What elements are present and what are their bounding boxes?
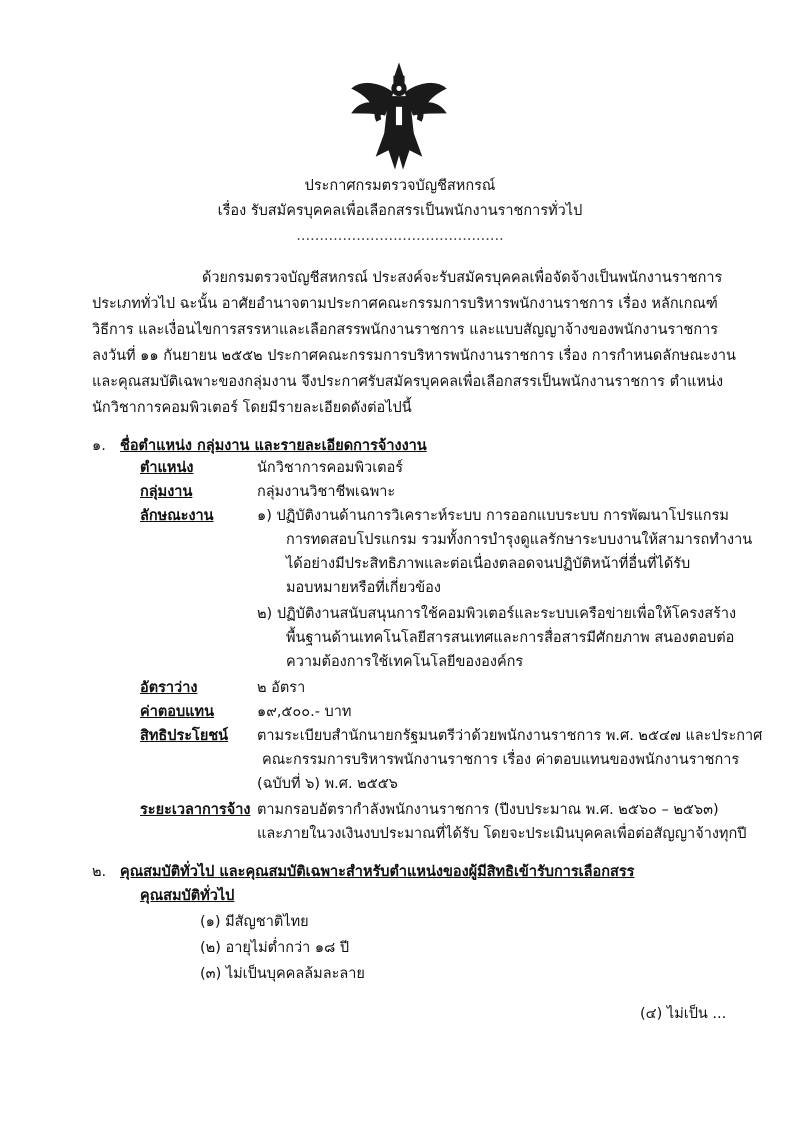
duty-2-line-3: ความต้องการใช้เทคโนโลยีขององค์กร <box>286 654 524 670</box>
section-1-heading: ชื่อตำแหน่ง กลุ่มงาน และรายละเอียดการจ้างงาน <box>120 438 427 454</box>
intro-line-4: ลงวันที่ ๑๑ กันยายน ๒๕๕๒ ประกาศคณะกรรมการบริหารพนักงานราชการ เรื่อง การกำหนดลักษณะงาน <box>92 348 736 364</box>
garuda-emblem-icon <box>348 62 450 174</box>
continuation-text: (๔) ไม่เป็น ... <box>640 1006 727 1022</box>
intro-line-5: และคุณสมบัติเฉพาะของกลุ่มงาน จึงประกาศรับสมัครบุคคลเพื่อเลือกสรรเป็นพนักงานราชการ ตำแหน่ง <box>92 374 724 390</box>
section-1-number: ๑. <box>92 438 106 454</box>
qualification-item-2: (๒) อายุไม่ต่ำกว่า ๑๘ ปี <box>200 940 350 956</box>
duty-2-line-2: พื้นฐานด้านเทคโนโลยีสารสนเทศและการสื่อสารมีศักยภาพ สนองตอบต่อ <box>286 630 735 646</box>
benefit-label: สิทธิประโยชน์ <box>140 728 229 744</box>
title-separator: ............................................. <box>296 228 504 244</box>
intro-line-3: วิธีการ และเงื่อนไขการสรรหาและเลือกสรรพนักงานราชการ และแบบสัญญาจ้างของพนักงานราชการ <box>92 322 719 338</box>
pay-label: ค่าตอบแทน <box>140 704 214 720</box>
intro-line-6: นักวิชาการคอมพิวเตอร์ โดยมีรายละเอียดดังต่อไปนี้ <box>92 400 412 416</box>
vacancy-label: อัตราว่าง <box>140 680 198 696</box>
qualification-item-1: (๑) มีสัญชาติไทย <box>200 914 309 930</box>
period-label: ระยะเวลาการจ้าง <box>140 802 251 818</box>
benefit-line-2: คณะกรรมการบริหารพนักงานราชการ เรื่อง ค่าตอบแทนของพนักงานราชการ <box>262 752 740 768</box>
duty-1-line-1: ๑) ปฏิบัติงานด้านการวิเคราะห์ระบบ การออกแบบระบบ การพัฒนาโปรแกรม <box>257 508 729 524</box>
position-value: นักวิชาการคอมพิวเตอร์ <box>257 460 404 476</box>
duty-2-line-1: ๒) ปฏิบัติงานสนับสนุนการใช้คอมพิวเตอร์และระบบเครือข่ายเพื่อให้โครงสร้าง <box>257 606 737 622</box>
section-2-heading: คุณสมบัติทั่วไป และคุณสมบัติเฉพาะสำหรับตำแหน่งของผู้มีสิทธิเข้ารับการเลือกสรร <box>120 864 635 880</box>
qualification-item-3: (๓) ไม่เป็นบุคคลล้มละลาย <box>200 966 365 982</box>
general-qualifications-heading: คุณสมบัติทั่วไป <box>140 888 235 904</box>
duty-1-line-2: การทดสอบโปรแกรม รวมทั้งการบำรุงดูแลรักษาระบบงานให้สามารถทำงาน <box>286 532 753 548</box>
intro-line-2: ประเภททั่วไป ฉะนั้น อาศัยอำนาจตามประกาศคณะกรรมการบริหารพนักงานราชการ เรื่อง หลักเกณฑ์ <box>92 296 718 312</box>
duty-1-line-3: ได้อย่างมีประสิทธิภาพและต่อเนื่องตลอดจนปฏิบัติหน้าที่อื่นที่ได้รับ <box>286 556 691 572</box>
period-line-1: ตามกรอบอัตรากำลังพนักงานราชการ (ปีงบประมาณ พ.ศ. ๒๕๖๐ – ๒๕๖๓) <box>257 802 719 818</box>
vacancy-value: ๒ อัตรา <box>257 680 306 696</box>
period-line-2: และภายในวงเงินงบประมาณที่ได้รับ โดยจะประเมินบุคคลเพื่อต่อสัญญาจ้างทุกปี <box>257 826 747 842</box>
duty-label: ลักษณะงาน <box>140 508 214 524</box>
group-value: กลุ่มงานวิชาชีพเฉพาะ <box>257 484 396 500</box>
section-2-number: ๒. <box>92 864 107 880</box>
duty-1-line-4: มอบหมายหรือที่เกี่ยวข้อง <box>286 580 441 596</box>
group-label: กลุ่มงาน <box>140 484 193 500</box>
benefit-line-1: ตามระเบียบสำนักนายกรัฐมนตรีว่าด้วยพนักงานราชการ พ.ศ. ๒๕๔๗ และประกาศ <box>257 728 763 744</box>
announcement-subject: เรื่อง รับสมัครบุคคลเพื่อเลือกสรรเป็นพนักงานราชการทั่วไป <box>217 203 583 219</box>
benefit-line-3: (ฉบับที่ ๖) พ.ศ. ๒๕๕๖ <box>257 776 398 792</box>
intro-line-1: ด้วยกรมตรวจบัญชีสหกรณ์ ประสงค์จะรับสมัครบุคคลเพื่อจัดจ้างเป็นพนักงานราชการ <box>202 270 723 286</box>
position-label: ตำแหน่ง <box>140 460 194 476</box>
pay-value: ๑๙,๕๐๐.- บาท <box>257 704 352 720</box>
announcement-title: ประกาศกรมตรวจบัญชีสหกรณ์ <box>304 178 496 194</box>
